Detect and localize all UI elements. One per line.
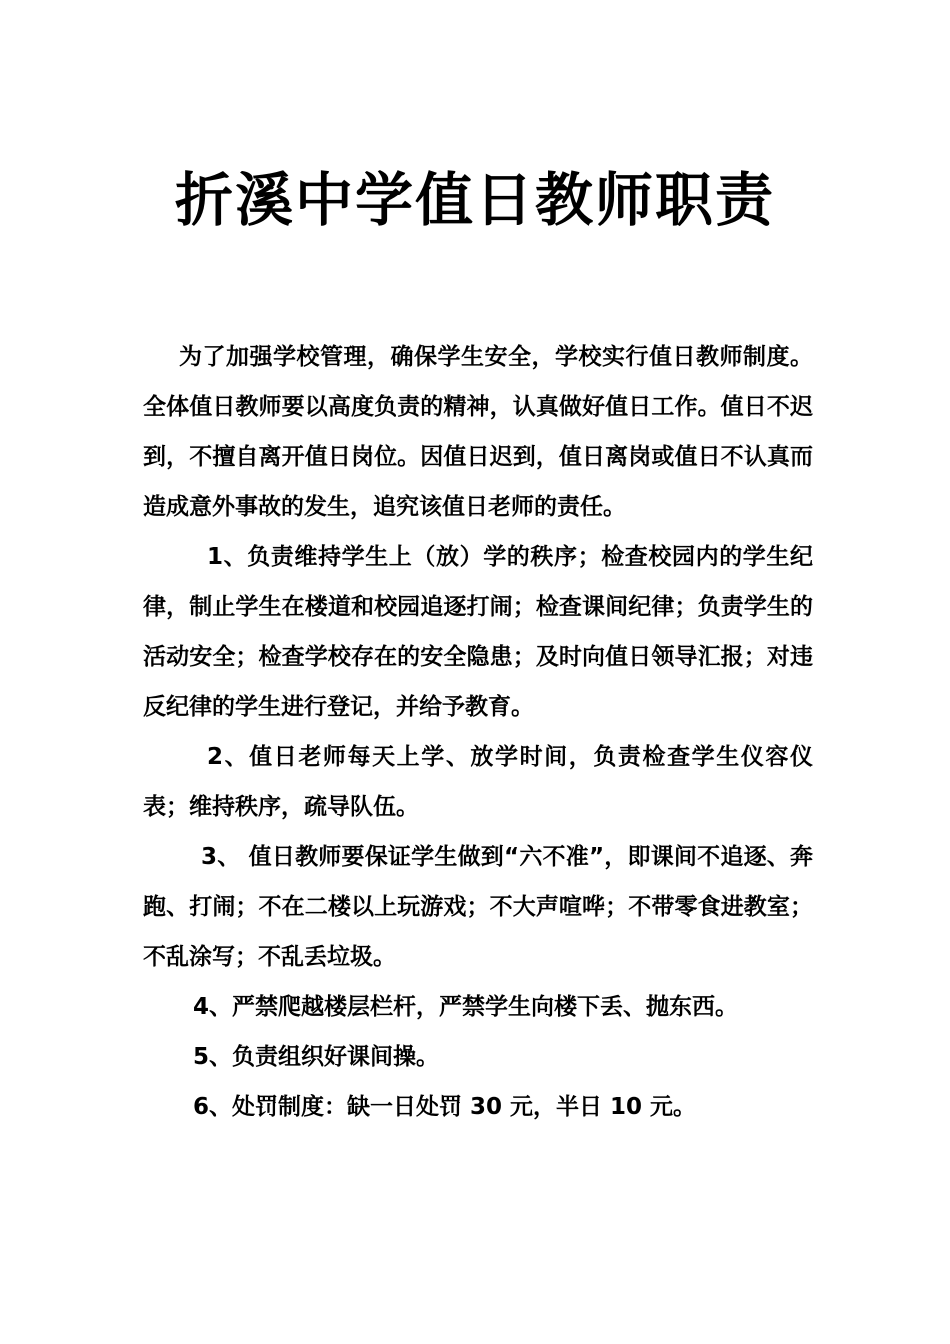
duty-item-3: 3、 值日教师要保证学生做到“六不准”，即课间不追逐、奔跑、打闹；不在二楼以上玩游戏；不大声喧哗；不带零食进教室；不乱涂写；不乱丢垃圾。 [143,844,813,970]
duty-item-6: 6、处罚制度：缺一日处罚 30 元，半日 10 元。 [193,1094,697,1120]
intro-paragraph: 为了加强学校管理，确保学生安全，学校实行值日教师制度。全体值日教师要以高度负责的精神，认真做好值日工作。值日不迟到，不擅自离开值日岗位。因值日迟到，值日离岗或值日不认真而造成意外事故的发生，追究该值日老师的责任。 [143,344,813,520]
document-title: 折溪中学值日教师职责 [174,166,775,234]
document-body [143,332,813,1132]
duty-item-4: 4、严禁爬越楼层栏杆，严禁学生向楼下丢、抛东西。 [193,994,739,1020]
duty-item-5: 5、负责组织好课间操。 [193,1044,440,1070]
duty-item-2: 2、值日老师每天上学、放学时间，负责检查学生仪容仪表；维持秩序，疏导队伍。 [143,744,813,820]
duty-item-1: 1、负责维持学生上（放）学的秩序；检查校园内的学生纪律，制止学生在楼道和校园追逐打闹；检查课间纪律；负责学生的活动安全；检查学校存在的安全隐患；及时向值日领导汇报；对违反纪律的学生进行登记，并给予教育。 [143,544,813,720]
